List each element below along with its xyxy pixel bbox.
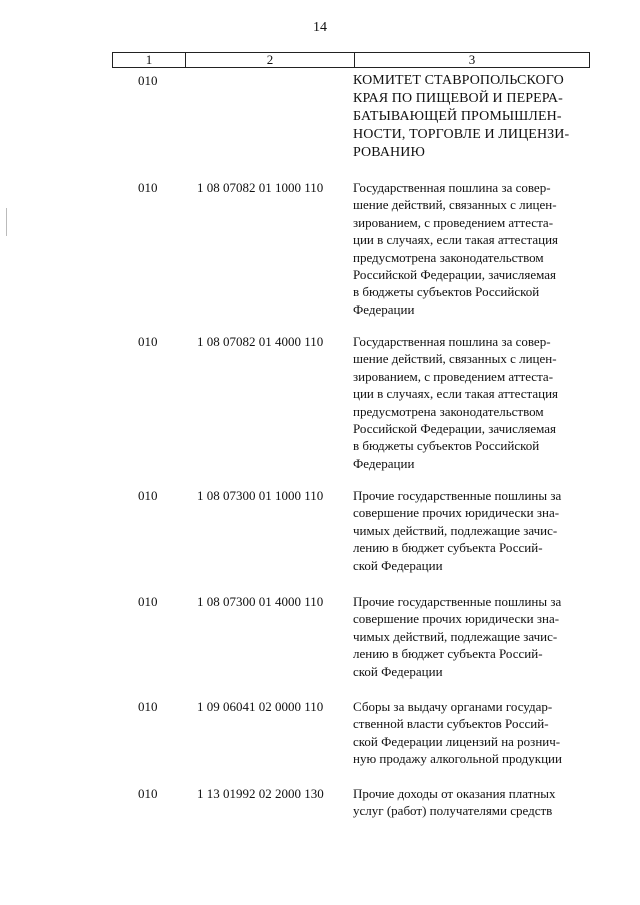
table-header-col-3: 3 <box>468 52 476 67</box>
budget-code: 1 08 07300 01 4000 110 <box>197 594 324 609</box>
admin-code: 010 <box>138 594 158 609</box>
admin-code: 010 <box>138 699 158 714</box>
table-header-col-2: 2 <box>186 53 355 67</box>
budget-code: 1 13 01992 02 2000 130 <box>197 786 324 801</box>
income-name: Прочие государственные пошлины за совершение прочих юридически зна- чимых действий, подлежащие зачис- лению в бюджет субъекта Россий- ской Федерации <box>353 594 562 679</box>
table-header-col-1: 1 <box>113 53 186 67</box>
income-name: Государственная пошлина за совер- шение действий, связанных с лицен- зированием, с проведением аттеста- ции в случаях, если такая аттестация предусмотрена законодательством Российской Федерации, зачисляемая в бюджеты субъектов Российской Федерации <box>353 180 559 317</box>
income-name: Государственная пошлина за совер- шение действий, связанных с лицен- зированием, с проведением аттеста- ции в случаях, если такая аттестация предусмотрена законодательством Российской Федерации, зачисляемая в бюджеты субъектов Российской Федерации <box>353 334 559 471</box>
margin-mark <box>6 208 7 236</box>
table-header-row <box>112 52 590 68</box>
budget-code: 1 09 06041 02 0000 110 <box>197 699 324 714</box>
admin-code: 010 <box>138 73 158 88</box>
admin-code: 010 <box>138 488 158 503</box>
income-name: Прочие государственные пошлины за совершение прочих юридически зна- чимых действий, подлежащие зачис- лению в бюджет субъекта Россий- ской Федерации <box>353 488 562 573</box>
admin-code: 010 <box>138 180 158 195</box>
admin-code: 010 <box>138 334 158 349</box>
budget-code: 1 08 07300 01 1000 110 <box>197 488 324 503</box>
income-name: Прочие доходы от оказания платных услуг (работ) получателями средств <box>353 786 556 819</box>
budget-code: 1 08 07082 01 1000 110 <box>197 180 324 195</box>
budget-code: 1 08 07082 01 4000 110 <box>197 334 324 349</box>
admin-code: 010 <box>138 786 158 801</box>
income-name: Сборы за выдачу органами государ- ственной власти субъектов Россий- ской Федерации лицензий на рознич- ную продажу алкогольной продукции <box>353 699 562 767</box>
page-number: 14 <box>313 20 327 35</box>
income-name: КОМИТЕТ СТАВРОПОЛЬСКОГО КРАЯ ПО ПИЩЕВОЙ И ПЕРЕРА- БАТЫВАЮЩЕЙ ПРОМЫШЛЕН- НОСТИ, ТОРГОВЛЕ И ЛИЦЕНЗИ- РОВАНИЮ <box>353 73 570 160</box>
